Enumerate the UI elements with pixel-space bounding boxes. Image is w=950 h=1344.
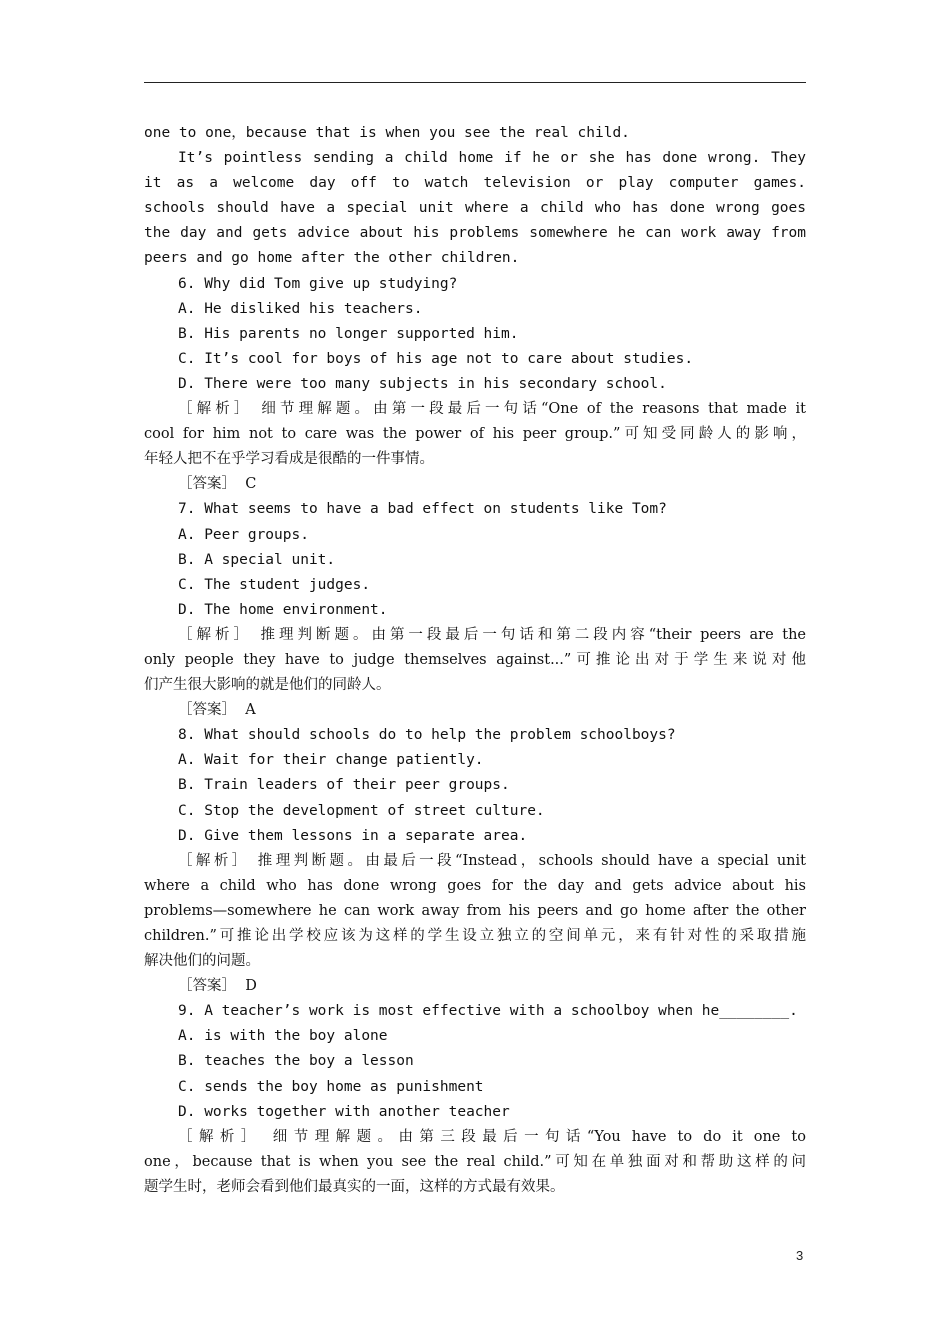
question-option: C. The student judges. [178, 576, 371, 593]
page-content [144, 121, 806, 1200]
question-option: B. teaches the boy a lesson [178, 1053, 414, 1070]
question-option: A. is with the boy alone [178, 1028, 388, 1045]
header-rule [144, 82, 806, 83]
question-option: B. His parents no longer supported him. [178, 325, 519, 342]
question-stem: 9. A teacher’s work is most effective with a schoolboy when he________. [178, 1003, 798, 1020]
answer-line: ［答案］ C [178, 476, 257, 493]
answer-line: ［答案］ A [178, 702, 256, 719]
question-option: D. The home environment. [178, 601, 388, 618]
analysis-line: 解决他们的问题。 [144, 953, 260, 970]
question-stem: 7. What seems to have a bad effect on students like Tom? [178, 501, 667, 518]
analysis-line: children.”可推论出学校应该为这样的学生设立独立的空间单元，来有针对性的采取措施 [144, 928, 806, 944]
question-option: A. Peer groups. [178, 526, 309, 543]
question-option: D. There were too many subjects in his secondary school. [178, 375, 667, 392]
question-option: B. A special unit. [178, 551, 336, 568]
answer-line: ［答案］ D [178, 978, 257, 995]
passage-line: peers and go home after the other children. [144, 250, 520, 267]
question-option: C. It’s cool for boys of his age not to care about studies. [178, 350, 694, 367]
question-option: B. Train leaders of their peer groups. [178, 777, 510, 794]
analysis-line: ［解析］ 细节理解题。由第三段最后一句话“You have to do it one to [178, 1128, 806, 1145]
analysis-line: 们产生很大影响的就是他们的同龄人。 [144, 677, 391, 694]
question-option: C. Stop the development of street culture. [178, 802, 545, 819]
analysis-line: only people they have to judge themselves against...”可推论出对于学生来说对他 [144, 651, 806, 668]
analysis-line: ［解析］ 细节理解题。由第一段最后一句话“One of the reasons that made it [178, 401, 806, 418]
question-option: D. Give them lessons in a separate area. [178, 827, 528, 844]
passage-line: It’s pointless sending a child home if he or she has done wrong. They [178, 150, 806, 167]
analysis-line: one，because that is when you see the real child.”可知在单独面对和帮助这样的问 [144, 1153, 806, 1170]
page-number: 3 [796, 1248, 804, 1263]
passage-line: schools should have a special unit where a child who has done wrong goes [144, 200, 806, 217]
question-option: A. He disliked his teachers. [178, 300, 423, 317]
question-option: C. sends the boy home as punishment [178, 1078, 484, 1095]
analysis-line: problems—somewhere he can work away from his peers and go home after the other [144, 902, 806, 919]
passage-line: one to one，because that is when you see the real child. [144, 125, 630, 141]
passage-line: the day and gets advice about his problems somewhere he can work away from [144, 225, 806, 242]
analysis-line: ［解析］ 推理判断题。由第一段最后一句话和第二段内容“their peers are the [178, 626, 806, 643]
analysis-line: 年轻人把不在乎学习看成是很酷的一件事情。 [144, 451, 434, 468]
passage-line: it as a welcome day off to watch television or play computer games. [144, 175, 806, 192]
analysis-line: 题学生时，老师会看到他们最真实的一面，这样的方式最有效果。 [144, 1178, 565, 1195]
question-stem: 8. What should schools do to help the problem schoolboys? [178, 727, 676, 744]
question-option: A. Wait for their change patiently. [178, 752, 484, 769]
question-stem: 6. Why did Tom give up studying? [178, 275, 458, 292]
analysis-line: ［解析］ 推理判断题。由最后一段“Instead，schools should have a special unit [178, 852, 806, 869]
analysis-line: cool for him not to care was the power of his peer group.”可知受同龄人的影响， [144, 426, 806, 443]
question-option: D. works together with another teacher [178, 1103, 510, 1120]
analysis-line: where a child who has done wrong goes for the day and gets advice about his [144, 877, 806, 894]
